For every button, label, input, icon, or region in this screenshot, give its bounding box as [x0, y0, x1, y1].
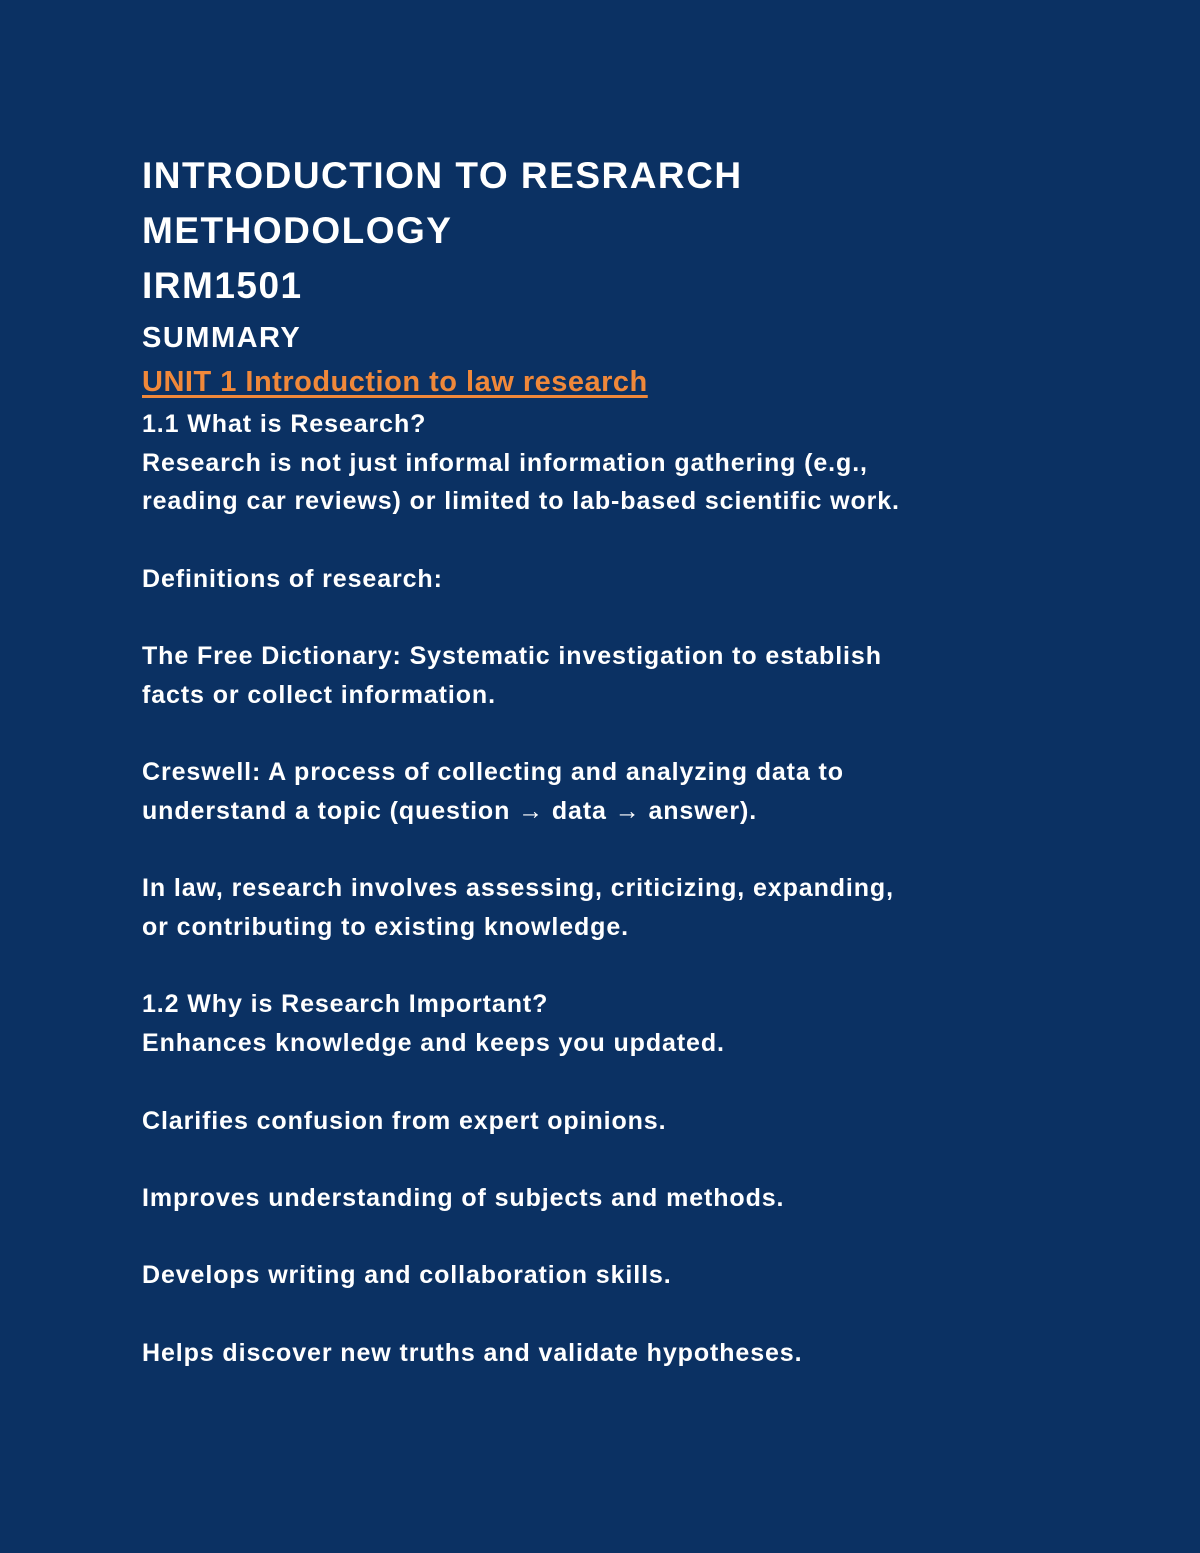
- spacer: [142, 1295, 1082, 1334]
- section-1-2-heading: 1.2 Why is Research Important?: [142, 990, 549, 1019]
- importance-point-1: Enhances knowledge and keeps you updated.: [142, 1029, 725, 1058]
- spacer: [142, 1140, 1082, 1179]
- spacer: [142, 831, 1082, 870]
- spacer: [142, 599, 1082, 638]
- unit-heading: UNIT 1 Introduction to law research: [142, 366, 648, 398]
- spacer: [142, 521, 1082, 560]
- section-1-1-intro-line-1: Research is not just informal information gathering (e.g.,: [142, 448, 868, 477]
- summary-label: SUMMARY: [142, 322, 302, 354]
- importance-point-4: Develops writing and collaboration skills.: [142, 1261, 672, 1290]
- section-1-1-heading: 1.1 What is Research?: [142, 410, 427, 438]
- law-research-line-2: or contributing to existing knowledge.: [142, 913, 629, 942]
- importance-point-3: Improves understanding of subjects and methods.: [142, 1183, 785, 1212]
- document-title-line-2: METHODOLOGY: [142, 210, 453, 251]
- definitions-label: Definitions of research:: [142, 564, 443, 593]
- creswell-line-1: Creswell: A process of collecting and analyzing data to: [142, 758, 844, 787]
- spacer: [142, 715, 1082, 754]
- creswell-line-2: understand a topic (question → data → answer).: [142, 796, 758, 825]
- spacer: [142, 1063, 1082, 1102]
- free-dictionary-line-2: facts or collect information.: [142, 680, 496, 709]
- law-research-line-1: In law, research involves assessing, criticizing, expanding,: [142, 874, 894, 903]
- document-title-line-1: INTRODUCTION TO RESRARCH: [142, 155, 743, 196]
- importance-point-2: Clarifies confusion from expert opinions.: [142, 1106, 667, 1135]
- importance-point-5: Helps discover new truths and validate hypotheses.: [142, 1338, 803, 1367]
- spacer: [142, 1218, 1082, 1257]
- section-1-1-intro-line-2: reading car reviews) or limited to lab-based scientific work.: [142, 487, 900, 516]
- free-dictionary-line-1: The Free Dictionary: Systematic investigation to establish: [142, 642, 882, 671]
- document-content: [142, 148, 1082, 1372]
- course-code: IRM1501: [142, 265, 303, 306]
- spacer: [142, 947, 1082, 986]
